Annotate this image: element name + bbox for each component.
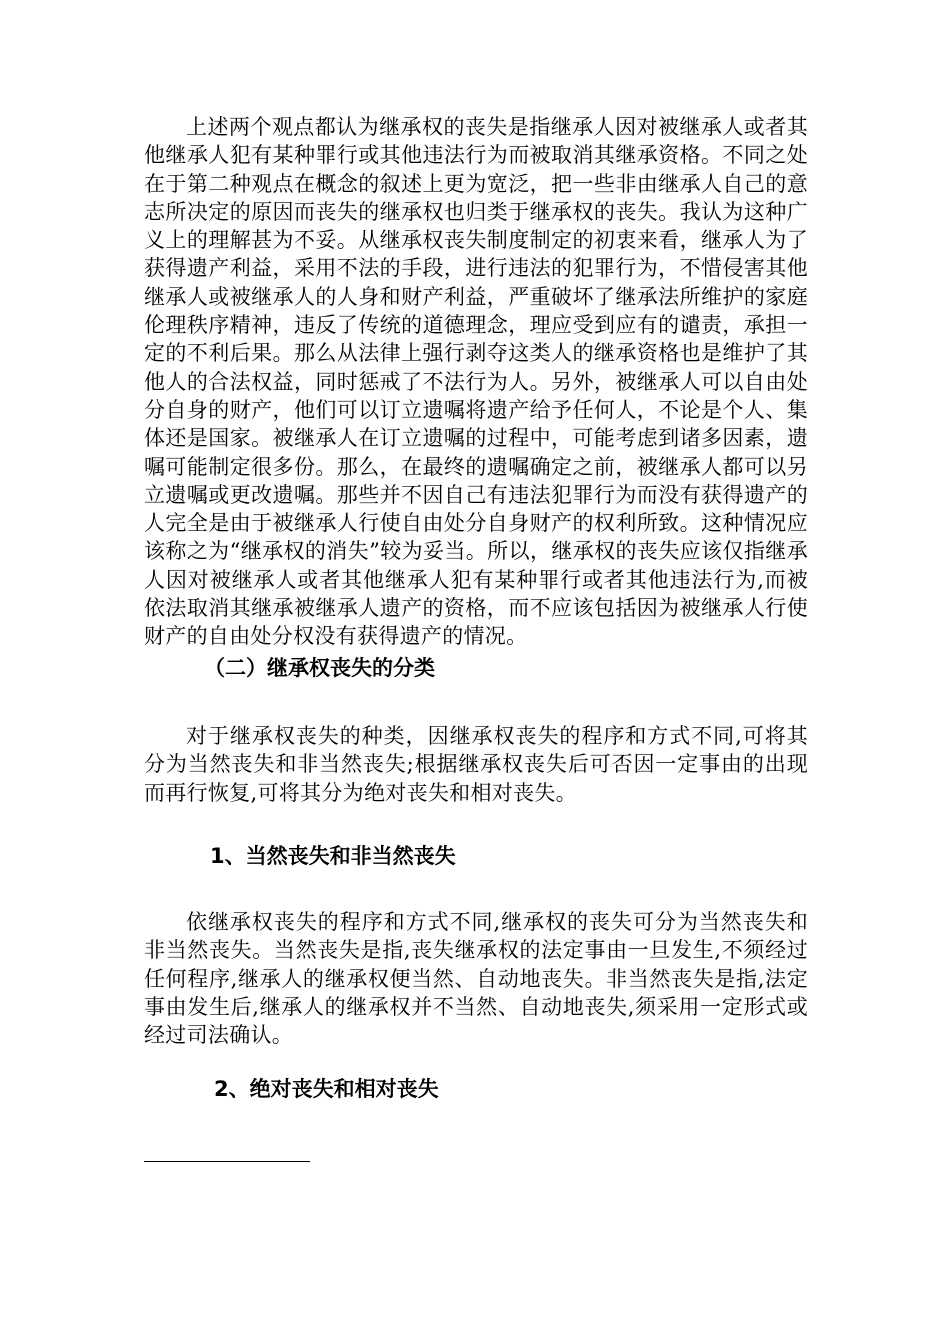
footnote-divider [144, 1161, 310, 1162]
body-paragraph-1: 上述两个观点都认为继承权的丧失是指继承人因对被继承人或者其他继承人犯有某种罪行或其他违法行为而被取消其继承资格。不同之处在于第二种观点在概念的叙述上更为宽泛，把一些非由继承人自己的意志所决定的原因而丧失的继承权也归类于继承权的丧失。我认为这种广义上的理解甚为不妥。从继承权丧失制度制定的初衷来看，继承人为了获得遗产利益，采用不法的手段，进行违法的犯罪行为，不惜侵害其他继承人或被继承人的人身和财产利益，严重破坏了继承法所维护的家庭伦理秩序精神，违反了传统的道德理念，理应受到应有的谴责，承担一定的不利后果。那么从法律上强行剥夺这类人的继承资格也是维护了其他人的合法权益，同时惩戒了不法行为人。另外，被继承人可以自由处分自身的财产，他们可以订立遗嘱将遗产给予任何人，不论是个人、集体还是国家。被继承人在订立遗嘱的过程中，可能考虑到诸多因素，遗嘱可能制定很多份。那么，在最终的遗嘱确定之前，被继承人都可以另立遗嘱或更改遗嘱。那些并不因自己有违法犯罪行为而没有获得遗产的人完全是由于被继承人行使自由处分自身财产的权利所致。这种情况应该称之为“继承权的消失”较为妥当。所以，继承权的丧失应该仅指继承人因对被继承人或者其他继承人犯有某种罪行或者其他违法行为,而被依法取消其继承被继承人遗产的资格，而不应该包括因为被继承人行使财产的自由处分权没有获得遗产的情况。 [144, 115, 808, 649]
body-paragraph-2: 对于继承权丧失的种类，因继承权丧失的程序和方式不同,可将其分为当然丧失和非当然丧失;根据继承权丧失后可否因一定事由的出现而再行恢复,可将其分为绝对丧失和相对丧失。 [144, 724, 808, 805]
subsection-heading-1: 1、当然丧失和非当然丧失 [210, 844, 456, 868]
subsection-heading-2: 2、绝对丧失和相对丧失 [214, 1077, 439, 1101]
section-heading: （二）继承权丧失的分类 [204, 656, 435, 680]
body-paragraph-3: 依继承权丧失的程序和方式不同,继承权的丧失可分为当然丧失和非当然丧失。当然丧失是指,丧失继承权的法定事由一旦发生,不须经过任何程序,继承人的继承权便当然、自动地丧失。非当然丧失是指,法定事由发生后,继承人的继承权并不当然、自动地丧失,须采用一定形式或经过司法确认。 [144, 910, 808, 1048]
